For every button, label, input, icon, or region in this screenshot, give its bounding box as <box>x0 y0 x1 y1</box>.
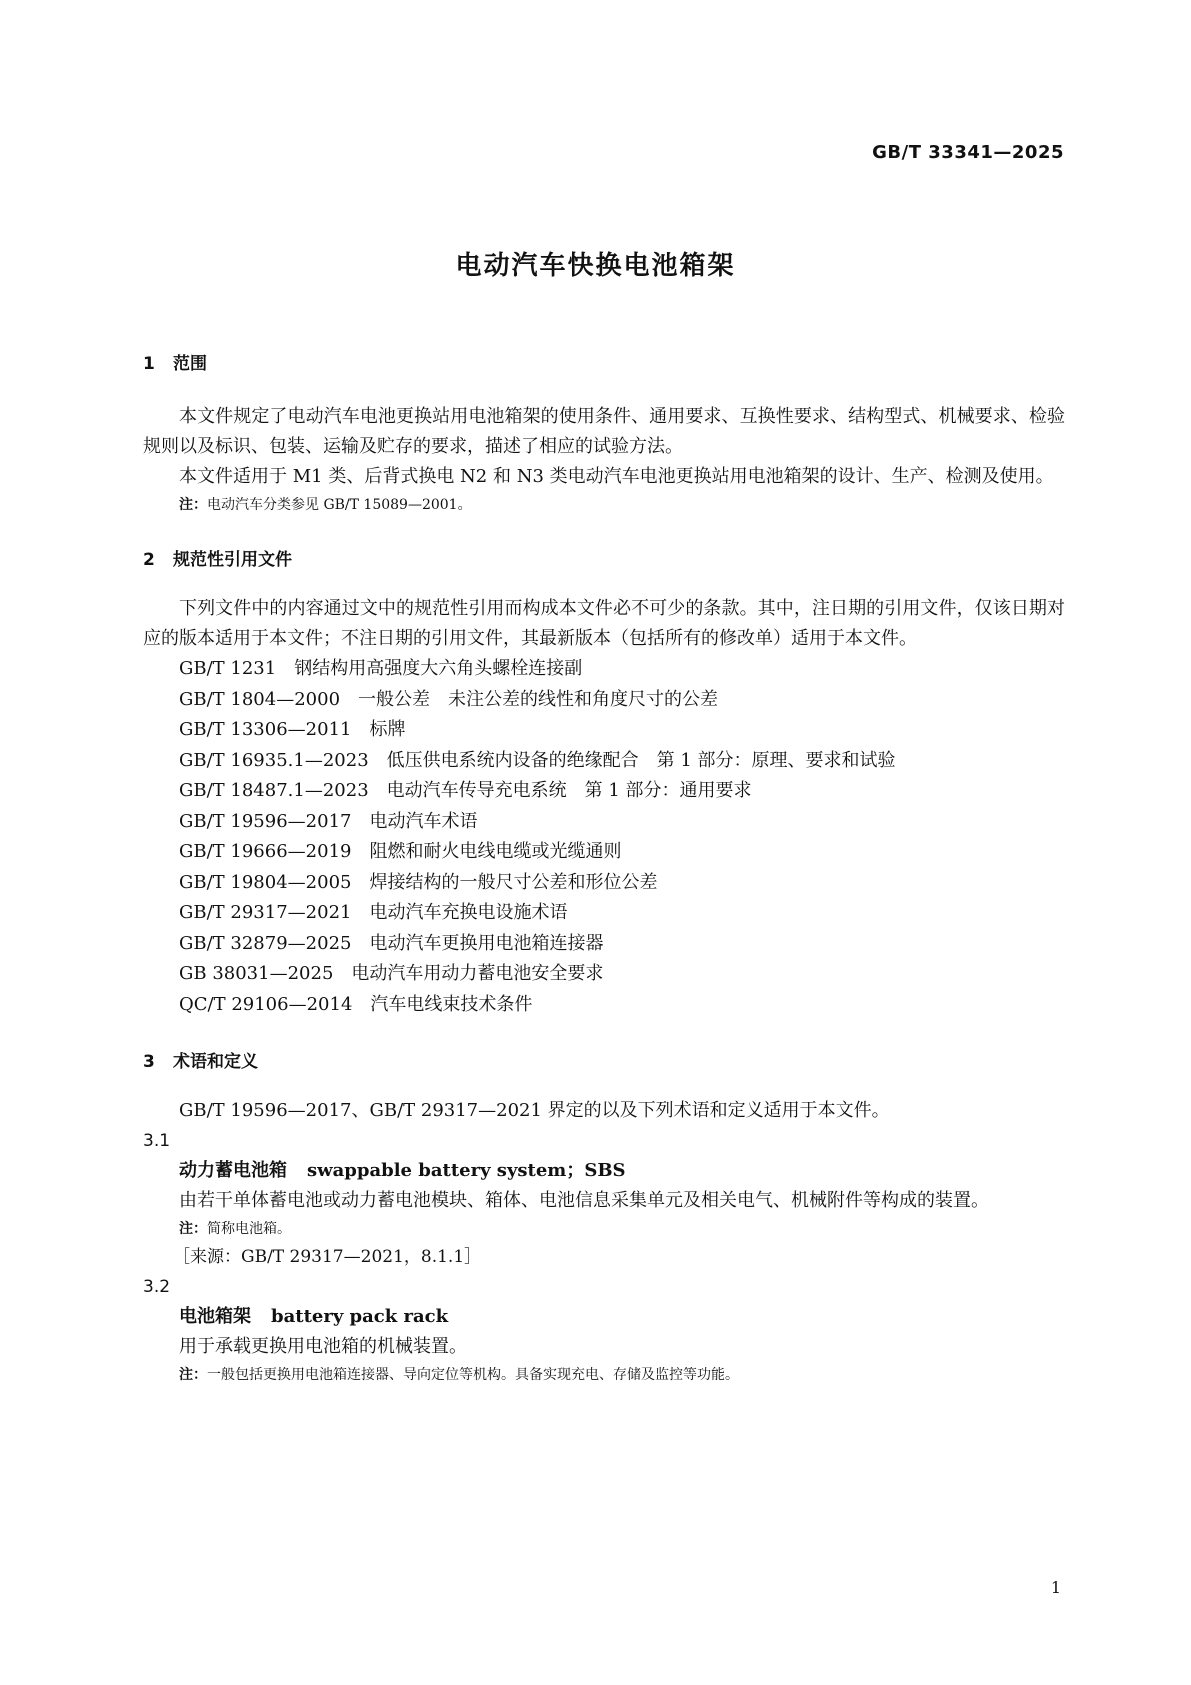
reference-item <box>143 898 1065 929</box>
page-number: 1 <box>1050 1578 1061 1597</box>
reference-item <box>143 959 1065 990</box>
reference-item <box>143 807 1065 838</box>
reference-item <box>143 990 1065 1021</box>
note-text: 一般包括更换用电池箱连接器、导向定位等机构。具备实现充电、存储及监控等功能。 <box>207 1367 739 1383</box>
term-definition: 由若干单体蓄电池或动力蓄电池模块、箱体、电池信息采集单元及相关电气、机械附件等构成的装置。 <box>179 1190 989 1211</box>
reference-code: GB/T 19596—2017 <box>179 810 352 832</box>
reference-code: GB 38031—2025 <box>179 963 334 984</box>
reference-title: 低压供电系统内设备的绝缘配合 第 1 部分：原理、要求和试验 <box>386 749 896 771</box>
term-english: battery pack rack <box>271 1306 449 1327</box>
reference-list <box>143 654 1065 1020</box>
reference-code: GB/T 16935.1—2023 <box>179 749 369 771</box>
note-label: 注： <box>179 1221 207 1237</box>
section-title: 范围 <box>173 354 207 374</box>
term-number: 3.2 <box>143 1277 171 1297</box>
paragraph: GB/T 19596—2017、GB/T 29317—2021 界定的以及下列术语和定义适用于本文件。 <box>179 1100 890 1121</box>
note-text: 电动汽车分类参见 GB/T 15089—2001。 <box>207 497 472 513</box>
reference-title: 标牌 <box>369 719 406 740</box>
paragraph: 本文件适用于 M1 类、后背式换电 N2 和 N3 类电动汽车电池更换站用电池箱架的设计、生产、检测及使用。 <box>179 466 1054 487</box>
document-title: 电动汽车快换电池箱架 <box>455 251 736 281</box>
term-number: 3.1 <box>143 1131 171 1151</box>
term-heading <box>143 1302 1065 1332</box>
reference-item <box>143 929 1065 960</box>
term-chinese: 电池箱架 <box>179 1306 251 1327</box>
section-scope <box>143 350 1065 518</box>
reference-code: GB/T 1804—2000 <box>179 688 341 710</box>
section-title: 术语和定义 <box>173 1052 258 1072</box>
section-heading <box>143 1048 1065 1076</box>
section-number: 2 <box>143 550 155 570</box>
reference-code: GB/T 19804—2005 <box>179 871 352 893</box>
standard-code: GB/T 33341—2025 <box>872 142 1064 163</box>
reference-title: 钢结构用高强度大六角头螺栓连接副 <box>294 658 583 679</box>
reference-title: 电动汽车充换电设施术语 <box>369 902 568 923</box>
reference-code: GB/T 29317—2021 <box>179 902 352 923</box>
paragraph: 本文件规定了电动汽车电池更换站用电池箱架的使用条件、通用要求、互换性要求、结构型式、机械要求、检验规则以及标识、包装、运输及贮存的要求，描述了相应的试验方法。 <box>143 406 1065 457</box>
section-heading <box>143 546 1065 574</box>
note <box>143 1216 1065 1242</box>
reference-item <box>143 837 1065 868</box>
reference-item <box>143 746 1065 777</box>
term-chinese: 动力蓄电池箱 <box>179 1160 287 1181</box>
reference-item <box>143 715 1065 746</box>
reference-item <box>143 868 1065 899</box>
section-title: 规范性引用文件 <box>173 550 292 570</box>
reference-title: 电动汽车更换用电池箱连接器 <box>369 932 604 954</box>
reference-code: GB/T 19666—2019 <box>179 841 352 862</box>
reference-code: GB/T 1231 <box>179 658 277 679</box>
reference-item <box>143 685 1065 716</box>
note-label: 注： <box>179 497 207 513</box>
term-english: swappable battery system；SBS <box>307 1160 626 1181</box>
note-label: 注： <box>179 1367 207 1383</box>
section-number: 3 <box>143 1052 155 1072</box>
section-terms-definitions <box>143 1048 1065 1388</box>
term-definition: 用于承载更换用电池箱的机械装置。 <box>179 1336 467 1357</box>
term-source: ［来源：GB/T 29317—2021，8.1.1］ <box>173 1247 482 1267</box>
note-text: 简称电池箱。 <box>207 1221 291 1237</box>
reference-title: 电动汽车传导充电系统 第 1 部分：通用要求 <box>386 780 752 801</box>
reference-code: GB/T 32879—2025 <box>179 932 352 954</box>
reference-title: 电动汽车术语 <box>369 810 478 832</box>
reference-title: 电动汽车用动力蓄电池安全要求 <box>351 963 604 984</box>
note <box>143 492 1065 518</box>
reference-item <box>143 776 1065 807</box>
document-body <box>143 350 1065 1388</box>
section-number: 1 <box>143 354 155 374</box>
reference-item <box>143 654 1065 685</box>
reference-code: GB/T 13306—2011 <box>179 719 352 740</box>
reference-title: 焊接结构的一般尺寸公差和形位公差 <box>369 871 658 893</box>
section-heading <box>143 350 1065 378</box>
term-entry <box>143 1126 1065 1272</box>
note <box>143 1362 1065 1388</box>
reference-title: 汽车电线束技术条件 <box>370 993 533 1015</box>
paragraph: 下列文件中的内容通过文中的规范性引用而构成本文件必不可少的条款。其中，注日期的引用文件，仅该日期对应的版本适用于本文件；不注日期的引用文件，其最新版本（包括所有的修改单）适用于本文件。 <box>143 598 1065 649</box>
term-entry <box>143 1272 1065 1388</box>
reference-title: 一般公差 未注公差的线性和角度尺寸的公差 <box>358 688 719 710</box>
reference-code: GB/T 18487.1—2023 <box>179 780 369 801</box>
section-normative-references <box>143 546 1065 1020</box>
term-heading <box>143 1156 1065 1186</box>
reference-title: 阻燃和耐火电线电缆或光缆通则 <box>369 841 622 862</box>
reference-code: QC/T 29106—2014 <box>179 993 353 1015</box>
